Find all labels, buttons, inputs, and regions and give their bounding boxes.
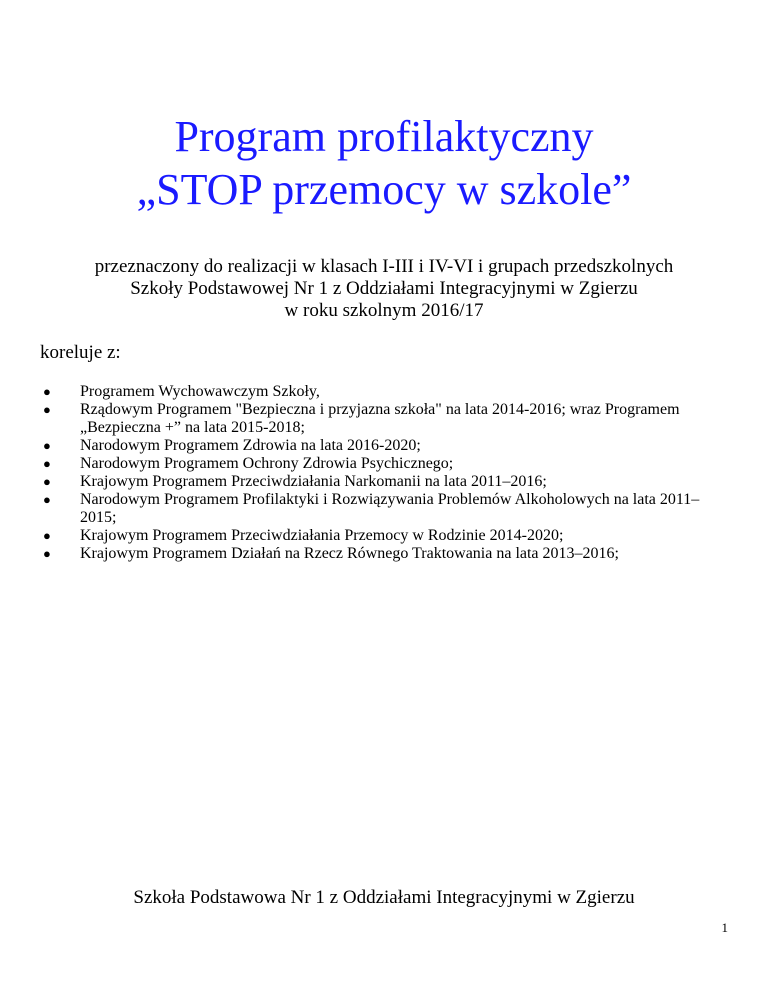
bullet-icon: ● [43, 456, 51, 471]
title-line-2: „STOP przemocy w szkole” [136, 165, 632, 214]
list-item-text: Programem Wychowawczym Szkoły, [80, 383, 320, 400]
subtitle-line-1: przeznaczony do realizacji w klasach I-III i IV-VI i grupach przedszkolnych [94, 256, 674, 277]
list-item-text: Krajowym Programem Przeciwdziałania Narkomanii na lata 2011–2016; [80, 473, 547, 490]
list-item-text: Narodowym Programem Profilaktyki i Rozwiązywania Problemów Alkoholowych na lata 2011–2015; [80, 491, 700, 526]
correlation-list [40, 383, 730, 563]
list-item [40, 437, 730, 455]
bullet-icon: ● [43, 546, 51, 561]
list-item-text: Krajowym Programem Działań na Rzecz Równego Traktowania na lata 2013–2016; [80, 545, 619, 562]
subtitle-line-2: Szkoły Podstawowej Nr 1 z Oddziałami Integracyjnymi w Zgierzu [130, 278, 638, 299]
list-item-text: Narodowym Programem Zdrowia na lata 2016-2020; [80, 437, 421, 454]
document-title [0, 110, 768, 216]
footer-school-name: Szkoła Podstawowa Nr 1 z Oddziałami Integracyjnymi w Zgierzu [133, 887, 635, 908]
list-item [40, 383, 730, 401]
list-item [40, 401, 730, 437]
page-number: 1 [721, 920, 728, 935]
list-item-text: Narodowym Programem Ochrony Zdrowia Psychicznego; [80, 455, 454, 472]
document-subtitle [0, 256, 768, 322]
list-item-text: Krajowym Programem Przeciwdziałania Przemocy w Rodzinie 2014-2020; [80, 527, 564, 544]
bullet-icon: ● [43, 474, 51, 489]
list-item [40, 527, 730, 545]
bullet-icon: ● [43, 384, 51, 399]
list-item [40, 455, 730, 473]
bullet-icon: ● [43, 492, 51, 507]
subtitle-line-3: w roku szkolnym 2016/17 [284, 300, 484, 321]
list-item [40, 545, 730, 563]
list-item [40, 491, 730, 527]
bullet-icon: ● [43, 528, 51, 543]
bullet-icon: ● [43, 402, 51, 417]
intro-text: koreluje z: [40, 342, 121, 363]
title-line-1: Program profilaktyczny [174, 112, 594, 161]
bullet-icon: ● [43, 438, 51, 453]
list-item [40, 473, 730, 491]
list-item-text: Rządowym Programem "Bezpieczna i przyjazna szkoła" na lata 2014-2016; wraz Programem „Bezpieczna +” na lata 2015-2018; [80, 401, 680, 436]
